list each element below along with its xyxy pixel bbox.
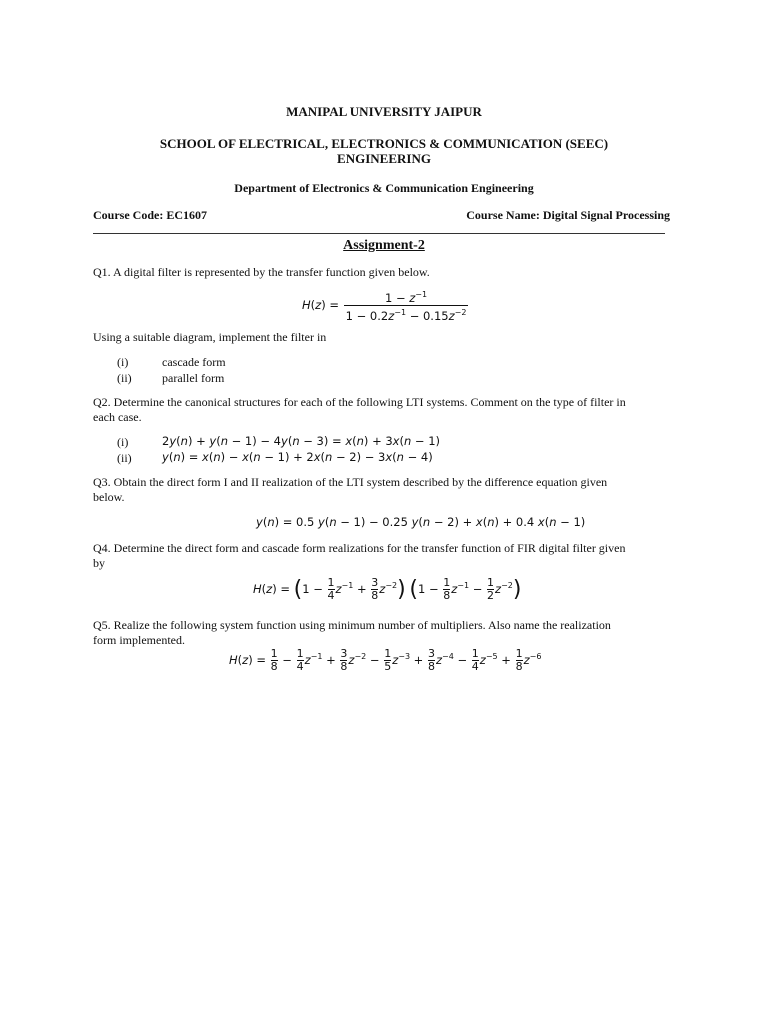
q2-text-line1: Q2. Determine the canonical structures for each of the following LTI systems. Comment on the type of filter in [93, 395, 626, 409]
q3-difference-equation: y(n) = 0.5 y(n − 1) − 0.25 y(n − 2) + x(n) + 0.4 x(n − 1) [256, 515, 586, 529]
q5-system-function: H(z) = $\frac{1}{8}$ − $\frac{1}{4}$ $z^{-1}$ + $\frac{3}{8}$ $z^{-2}$ − $\frac{1}{5}$ $z^{-3}$ + $\frac{3}{8}$ $z^{-4}$ − $\frac{1}{4}$ $z^{-5}$ + $\frac{1}{8}$ $z^{-6}$ [229, 647, 542, 673]
course-code: Course Code: EC1607 [93, 208, 207, 222]
q2-equation-1: 2y(n) + y(n − 1) − 4y(n − 3) = x(n) + 3x(n − 1) [162, 434, 441, 448]
q3-text-line1: Q3. Obtain the direct form I and II realization of the LTI system described by the difference equation given [93, 475, 608, 489]
department-name: Department of Electronics & Communication Engineering [234, 181, 534, 195]
q2-text-line2: each case. [93, 410, 142, 424]
q2-equation-2: y(n) = x(n) − x(n − 1) + 2x(n − 2) − 3x(n − 4) [162, 450, 433, 464]
q4-transfer-function: H(z) = (1 − $\frac{1}{4}$ $z^{-1}$ + $\frac{3}{8}$ $z^{-2}$) (1 − $\frac{1}{8}$ $z^{-1}$ − $\frac{1}{2}$ $z^{-2}$) [253, 576, 522, 602]
q5-text-line1: Q5. Realize the following system function using minimum number of multipliers. Also name the realization [93, 618, 611, 632]
q4-text-line2: by [93, 556, 105, 570]
q1-instruction: Using a suitable diagram, implement the filter in [93, 330, 327, 344]
assignment-title: Assignment-2 [343, 238, 425, 253]
school-name-line2: ENGINEERING [337, 151, 431, 166]
q1-text: Q1. A digital filter is represented by the transfer function given below. [93, 265, 430, 279]
q2-item-num-2: (ii) [117, 451, 132, 465]
university-name: MANIPAL UNIVERSITY JAIPUR [286, 104, 482, 119]
q1-item-num-1: (i) [117, 355, 129, 369]
q1-transfer-function: H(z) = $\frac{1 - z^{-1}}{1 - 0.2z^{-1} - 0.15z^{-2}}$ [302, 290, 467, 323]
header-divider [93, 233, 665, 234]
q5-text-line2: form implemented. [93, 633, 185, 647]
course-name: Course Name: Digital Signal Processing [466, 208, 670, 222]
q4-text-line1: Q4. Determine the direct form and cascade form realizations for the transfer function of FIR digital filter given [93, 541, 626, 555]
school-name-line1: SCHOOL OF ELECTRICAL, ELECTRONICS & COMMUNICATION (SEEC) [159, 136, 609, 151]
q3-text-line2: below. [93, 490, 125, 504]
q1-item-label-2: parallel form [162, 371, 225, 385]
q1-item-num-2: (ii) [117, 371, 132, 385]
q1-item-label-1: cascade form [162, 355, 226, 369]
q2-item-num-1: (i) [117, 435, 129, 449]
